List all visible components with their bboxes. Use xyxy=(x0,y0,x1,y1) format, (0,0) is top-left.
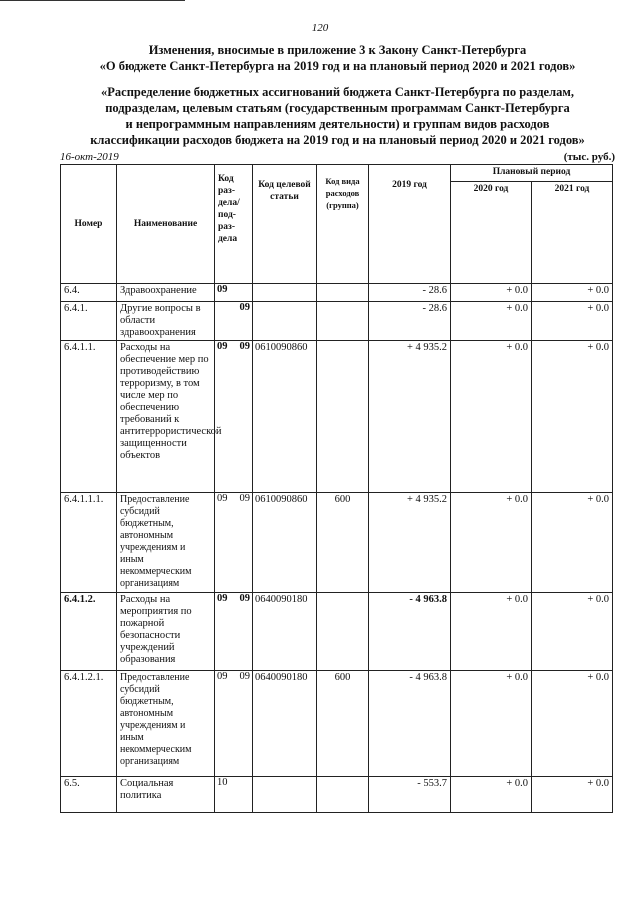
header-target-code: Код целевой статьи xyxy=(253,165,317,284)
row-value-2019: + 4 935.2 xyxy=(369,341,451,493)
row-name: Предоставление субсидий бюджетным, автономным учреждениям и иным некоммерческим организациям xyxy=(117,493,215,593)
table-row xyxy=(61,341,613,493)
row-section-code: 09 09 xyxy=(215,341,253,493)
table-row xyxy=(61,284,613,302)
row-number: 6.5. xyxy=(61,777,117,813)
row-number: 6.4. xyxy=(61,284,117,302)
row-target-code: 0610090860 xyxy=(253,341,317,493)
title-line-2: «О бюджете Санкт-Петербурга на 2019 год и на плановый период 2020 и 2021 годов» xyxy=(99,59,576,73)
row-value-2019: - 4 963.8 xyxy=(369,593,451,671)
row-value-2020: + 0.0 xyxy=(451,671,532,777)
row-value-2020: + 0.0 xyxy=(451,593,532,671)
row-value-2019: - 28.6 xyxy=(369,284,451,302)
title-line-1: Изменения, вносимые в приложение 3 к Закону Санкт-Петербурга xyxy=(148,43,527,57)
subtitle-line-2: подразделам, целевым статьям (государственным программам Санкт-Петербурга xyxy=(105,101,570,115)
row-value-2021: + 0.0 xyxy=(532,493,613,593)
row-section-code: 09 09 xyxy=(215,493,253,593)
row-expense-type xyxy=(317,284,369,302)
header-number: Номер xyxy=(61,165,117,284)
row-name: Расходы на обеспечение мер по противодействию терроризму, в том числе мер по обеспечению требований к антитеррористической защищенности объектов xyxy=(117,341,215,493)
header-plan-period: Плановый период xyxy=(451,165,613,182)
document-subtitle xyxy=(60,84,615,148)
row-value-2021: + 0.0 xyxy=(532,341,613,493)
subtitle-line-3: и непрограммным направлениям деятельности) и группам видов расходов xyxy=(125,117,550,131)
row-value-2020: + 0.0 xyxy=(451,777,532,813)
header-section-code: Код раз- дела/ под- раз- дела xyxy=(215,165,253,284)
row-value-2021: + 0.0 xyxy=(532,593,613,671)
row-expense-type: 600 xyxy=(317,493,369,593)
row-section-code: 09 09 xyxy=(215,671,253,777)
row-value-2020: + 0.0 xyxy=(451,302,532,341)
row-name: Расходы на мероприятия по пожарной безопасности учреждений образования xyxy=(117,593,215,671)
row-value-2021: + 0.0 xyxy=(532,671,613,777)
header-name: Наименование xyxy=(117,165,215,284)
header-year-2019: 2019 год xyxy=(369,165,451,284)
row-value-2020: + 0.0 xyxy=(451,493,532,593)
units-label: (тыс. руб.) xyxy=(563,151,615,163)
table-row xyxy=(61,671,613,777)
table-row xyxy=(61,493,613,593)
header-expense-type-code: Код вида расходов (группа) xyxy=(317,165,369,284)
row-target-code: 0640090180 xyxy=(253,671,317,777)
page-number: 120 xyxy=(311,22,329,34)
document-date: 16-окт-2019 xyxy=(60,151,119,163)
row-expense-type xyxy=(317,341,369,493)
table-row xyxy=(61,302,613,341)
row-name: Здравоохранение xyxy=(117,284,215,302)
row-section-code: 09 xyxy=(215,284,253,302)
row-number: 6.4.1.1.1. xyxy=(61,493,117,593)
row-value-2020: + 0.0 xyxy=(451,341,532,493)
document-title xyxy=(60,42,615,74)
header-year-2020: 2020 год xyxy=(451,182,532,284)
table-row xyxy=(61,593,613,671)
row-target-code xyxy=(253,302,317,341)
row-value-2019: - 4 963.8 xyxy=(369,671,451,777)
row-value-2019: - 28.6 xyxy=(369,302,451,341)
row-value-2021: + 0.0 xyxy=(532,777,613,813)
subtitle-line-4: классификации расходов бюджета на 2019 год и на плановый период 2020 и 2021 годов» xyxy=(90,133,585,147)
row-name: Социальная политика xyxy=(117,777,215,813)
row-value-2021: + 0.0 xyxy=(532,302,613,341)
row-target-code: 0610090860 xyxy=(253,493,317,593)
row-value-2019: - 553.7 xyxy=(369,777,451,813)
date-line xyxy=(60,151,615,163)
row-expense-type xyxy=(317,302,369,341)
budget-table xyxy=(60,164,613,813)
top-rule xyxy=(0,0,185,1)
row-number: 6.4.1.2. xyxy=(61,593,117,671)
row-name: Другие вопросы в области здравоохранения xyxy=(117,302,215,341)
row-value-2019: + 4 935.2 xyxy=(369,493,451,593)
row-value-2020: + 0.0 xyxy=(451,284,532,302)
table-row xyxy=(61,777,613,813)
header-year-2021: 2021 год xyxy=(532,182,613,284)
row-target-code: 0640090180 xyxy=(253,593,317,671)
row-target-code xyxy=(253,777,317,813)
subtitle-line-1: «Распределение бюджетных ассигнований бюджета Санкт-Петербурга по разделам, xyxy=(101,85,574,99)
row-expense-type xyxy=(317,593,369,671)
row-expense-type: 600 xyxy=(317,671,369,777)
row-section-code: 10 xyxy=(215,777,253,813)
row-number: 6.4.1.1. xyxy=(61,341,117,493)
row-value-2021: + 0.0 xyxy=(532,284,613,302)
row-section-code: 09 xyxy=(215,302,253,341)
row-number: 6.4.1.2.1. xyxy=(61,671,117,777)
row-target-code xyxy=(253,284,317,302)
row-expense-type xyxy=(317,777,369,813)
row-section-code: 09 09 xyxy=(215,593,253,671)
row-number: 6.4.1. xyxy=(61,302,117,341)
row-name: Предоставление субсидий бюджетным, автономным учреждениям и иным некоммерческим организациям xyxy=(117,671,215,777)
